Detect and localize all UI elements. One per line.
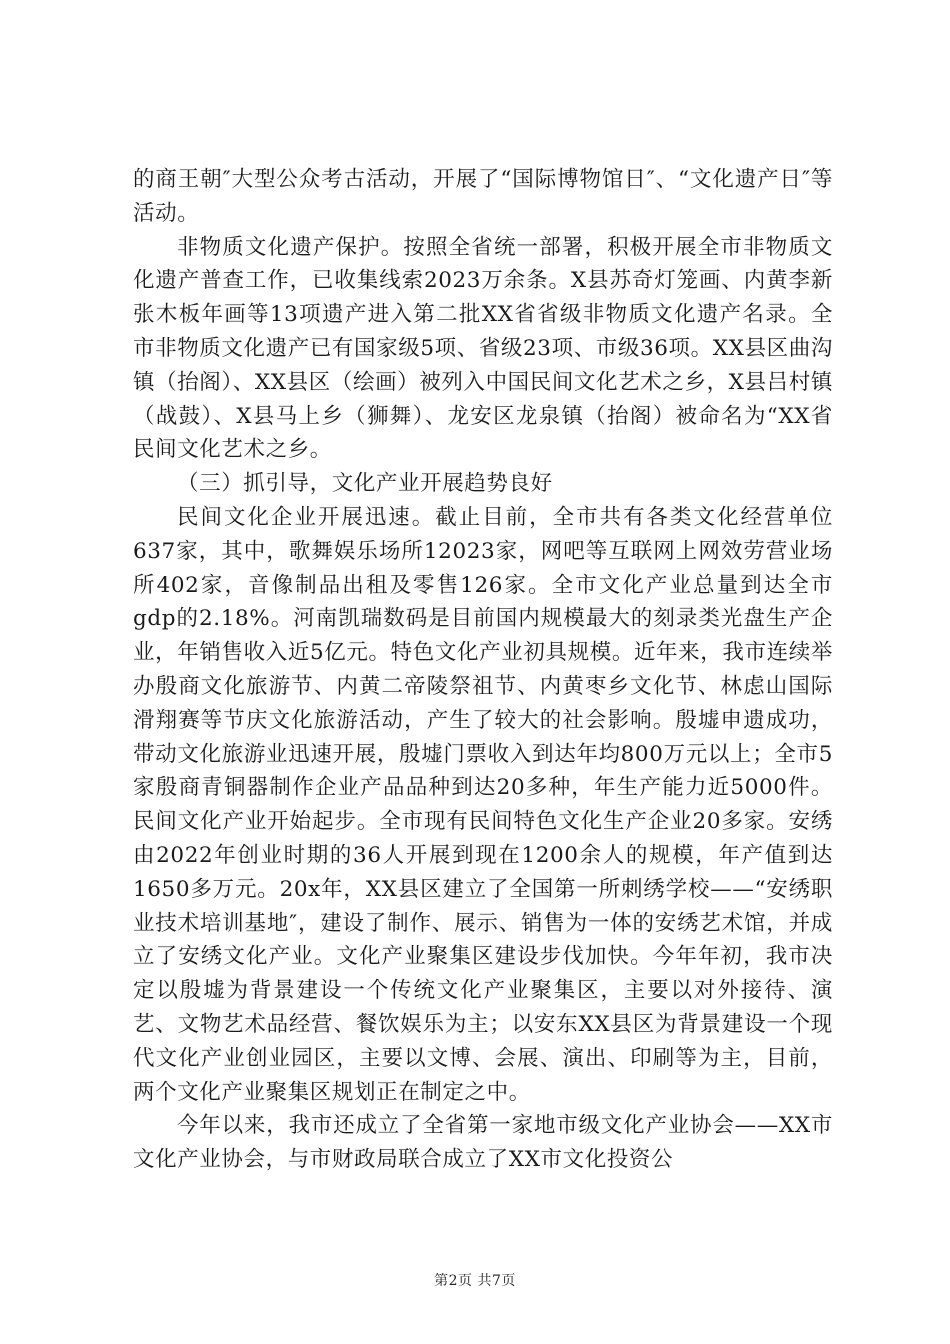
section-heading: （三）抓引导，文化产业开展趋势良好 — [177, 471, 553, 497]
paragraph-industry-association: 今年以来，我市还成立了全省第一家地市级文化产业协会——XX市文化产业协会，与市财政局联合成立了XX市文化投资公 — [133, 1113, 833, 1173]
paragraph-continuation: 的商王朝″大型公众考古活动，开展了“国际博物馆日″、“文化遗产日″等活动。 — [133, 167, 833, 226]
paragraph-intangible-heritage: 非物质文化遗产保护。按照全省统一部署，积极开展全市非物质文化遗产普查工作，已收集线索2023万余条。X县苏奇灯笼画、内黄李新张木板年画等13项遗产进入第二批XX省省级非物质文化遗产名录。全市非物质文化遗产已有国家级5项、省级23项、市级36项。XX县区曲沟镇（抬阁）、XX县区（绘画）被列入中国民间文化艺术之乡，X县吕村镇（战鼓）、X县马上乡（狮舞）、龙安区龙泉镇（抬阁）被命名为“XX省民间文化艺术之乡。 — [133, 234, 833, 463]
document-body — [133, 163, 833, 1177]
paragraph-cultural-enterprises: 民间文化企业开展迅速。截止目前，全市共有各类文化经营单位637家，其中，歌舞娱乐场所12023家，网吧等互联网上网效劳营业场所402家，音像制品出租及零售126家。全市文化产业总量到达全市gdp的2.18%。河南凯瑞数码是目前国内规模最大的刻录类光盘生产企业，年销售收入近5亿元。特色文化产业初具规模。近年来，我市连续举办殷商文化旅游节、内黄二帝陵祭祖节、内黄枣乡文化节、林虑山国际滑翔赛等节庆文化旅游活动，产生了较大的社会影响。殷墟申遗成功，带动文化旅游业迅速开展，殷墟门票收入到达年均800万元以上；全市5家殷商青铜器制作企业产品品种到达20多种，年生产能力近5000件。民间文化产业开始起步。全市现有民间特色文化生产企业20多家。安绣由2022年创业时期的36人开展到现在1200余人的规模，年产值到达1650多万元。20x年，XX县区建立了全国第一所刺绣学校——“安绣职业技术培训基地″，建设了制作、展示、销售为一体的安绣艺术馆，并成立了安绣文化产业。文化产业聚集区建设步伐加快。今年年初，我市决定以殷墟为背景建设一个传统文化产业聚集区，主要以对外接待、演艺、文物艺术品经营、餐饮娱乐为主；以安东XX县区为背景建设一个现代文化产业创业园区，主要以文博、会展、演出、印刷等为主，目前，两个文化产业聚集区规划正在制定之中。 — [133, 504, 833, 1105]
page-footer: 第2页 共7页 — [434, 1273, 516, 1289]
